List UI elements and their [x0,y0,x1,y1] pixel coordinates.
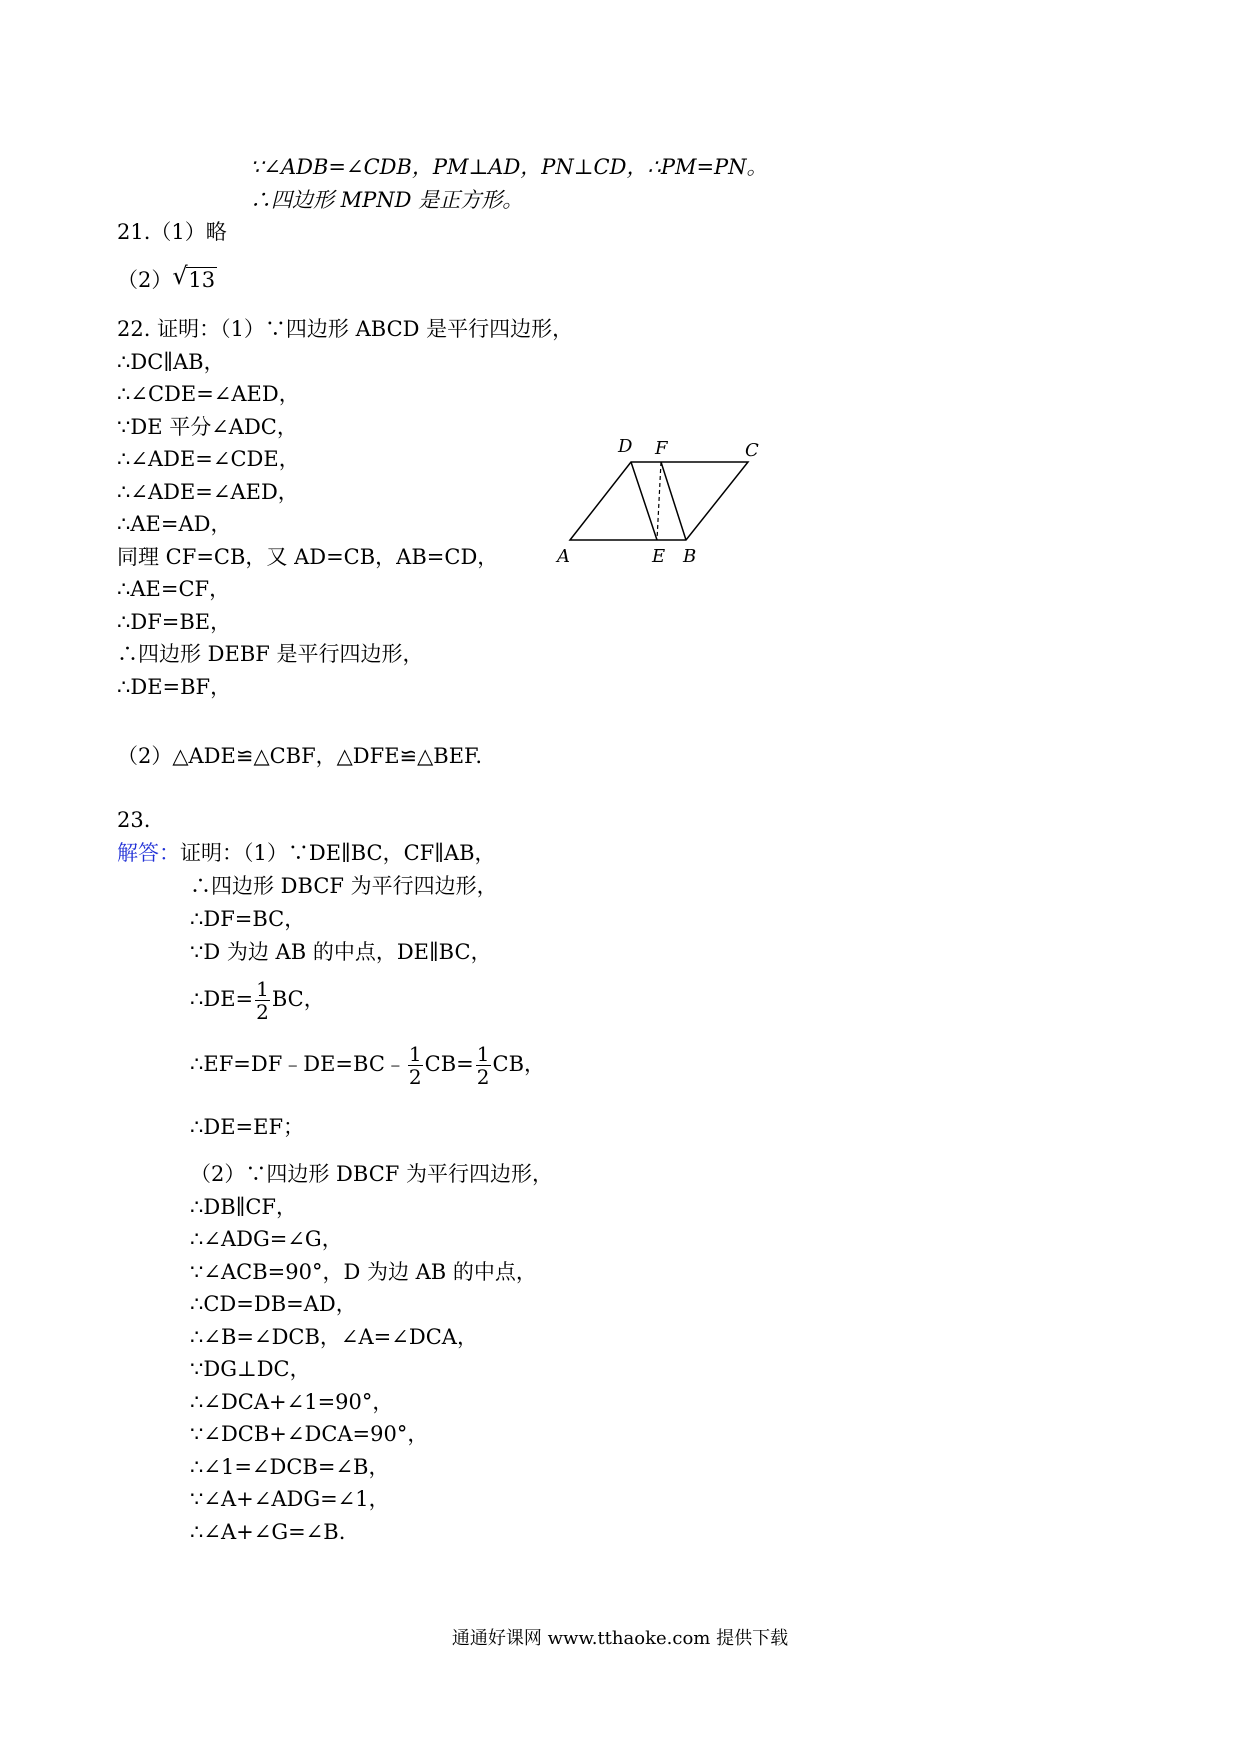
proof-line: ∴∠ADG=∠G， [190,1227,343,1251]
segment-de [631,462,657,540]
q23-line: ∴四边形 DBCF 为平行四边形， [190,874,498,898]
proof-line: ∴DE=BF， [117,674,232,699]
fraction-numerator: 1 [256,977,269,1001]
q23-number: 23. [117,808,151,832]
label-b: B [683,546,697,567]
proof-line: ∴四边形 DEBF 是平行四边形， [117,642,424,666]
q23-text: BC， [271,987,325,1011]
proof-line: 22. 证明：（1）∵四边形 ABCD 是平行四边形， [117,317,574,341]
proof-line: ∴DB∥CF， [190,1194,297,1219]
proof-line: ∴∠CDE=∠AED， [117,382,300,406]
parallelogram-figure [555,432,785,572]
proof-line: 同理 CF=CB，又 AD=CB，AB=CD， [117,544,499,569]
parallelogram-abcd [570,462,748,540]
q23-text: ∴EF=DF﹣DE=BC﹣ [190,1052,406,1076]
q23-line: ∴DF=BC， [190,907,306,931]
radical-sign-icon: √ [172,262,188,290]
fraction-numerator: 1 [408,1042,422,1066]
proof-line: ∴∠DCA+∠1=90°， [190,1389,394,1414]
proof-line: ∴AE=AD， [117,512,232,536]
proof-line: ∴DC∥AB， [117,349,225,374]
q23-text: 证明：（1）∵DE∥BC，CF∥AB， [180,841,496,865]
proof-line: ∴∠A+∠G=∠B. [190,1519,346,1544]
proof-line: ∴CD=DB=AD， [190,1292,357,1316]
segment-fb [661,462,686,540]
label-a: A [557,546,570,567]
proof-line: ∵∠DCB+∠DCA=90°， [190,1422,429,1446]
fraction-denominator: 2 [476,1065,490,1089]
answer-label: 解答： [117,841,180,865]
q21-part1: 21.（1）略 [117,220,227,244]
fraction-denominator: 2 [256,1000,269,1024]
q23-line: ∵D 为边 AB 的中点，DE∥BC， [190,940,492,964]
proof-line: ∵∠ACB=90°，D 为边 AB 的中点， [190,1259,537,1284]
proof-line: ∵∠ADB=∠CDB，PM⊥AD，PN⊥CD，∴PM=PN。 [250,155,768,179]
q23-line-ef [190,1040,545,1088]
proof-line: ∴四边形 MPND 是正方形。 [250,188,524,212]
proof-line: ∵DE 平分∠ADC， [117,414,298,439]
segment-fe-dashed [657,462,661,540]
label-e: E [652,546,666,567]
q22-part2: （2）△ADE≌△CBF，△DFE≌△BEF. [117,744,483,768]
fraction-half [408,1044,423,1087]
q23-line: ∴DE=EF； [190,1115,305,1139]
fraction-half [255,979,270,1022]
fraction-half [476,1044,491,1087]
q23-text: CB= [424,1052,474,1076]
label-d: D [618,436,633,457]
radicand: 13 [188,268,216,292]
q21-part2 [117,262,217,294]
proof-line: （2）∵四边形 DBCF 为平行四边形， [190,1162,554,1186]
proof-line: ∵DG⊥DC， [190,1357,311,1381]
q23-line-de [190,975,325,1023]
proof-line: ∴∠B=∠DCB，∠A=∠DCA， [190,1324,478,1349]
fraction-numerator: 1 [476,1042,490,1066]
label-f: F [655,438,668,459]
label-c: C [745,440,759,461]
q23-line1 [117,839,496,867]
proof-line: ∴∠1=∠DCB=∠B， [190,1454,390,1479]
fraction-denominator: 2 [408,1065,422,1089]
footer-credit: 通通好课网 www.tthaoke.com 提供下载 [451,1628,789,1649]
q21-part2-label: （2） [117,268,173,292]
q23-text: ∴DE= [190,987,254,1011]
q23-text: CB， [492,1052,545,1076]
proof-line: ∵∠A+∠ADG=∠1， [190,1487,390,1511]
proof-line: ∴∠ADE=∠AED， [117,479,299,504]
square-root [172,262,217,294]
proof-line: ∴∠ADE=∠CDE， [117,447,300,471]
proof-line: ∴AE=CF， [117,577,231,601]
proof-line: ∴DF=BE， [117,609,232,634]
